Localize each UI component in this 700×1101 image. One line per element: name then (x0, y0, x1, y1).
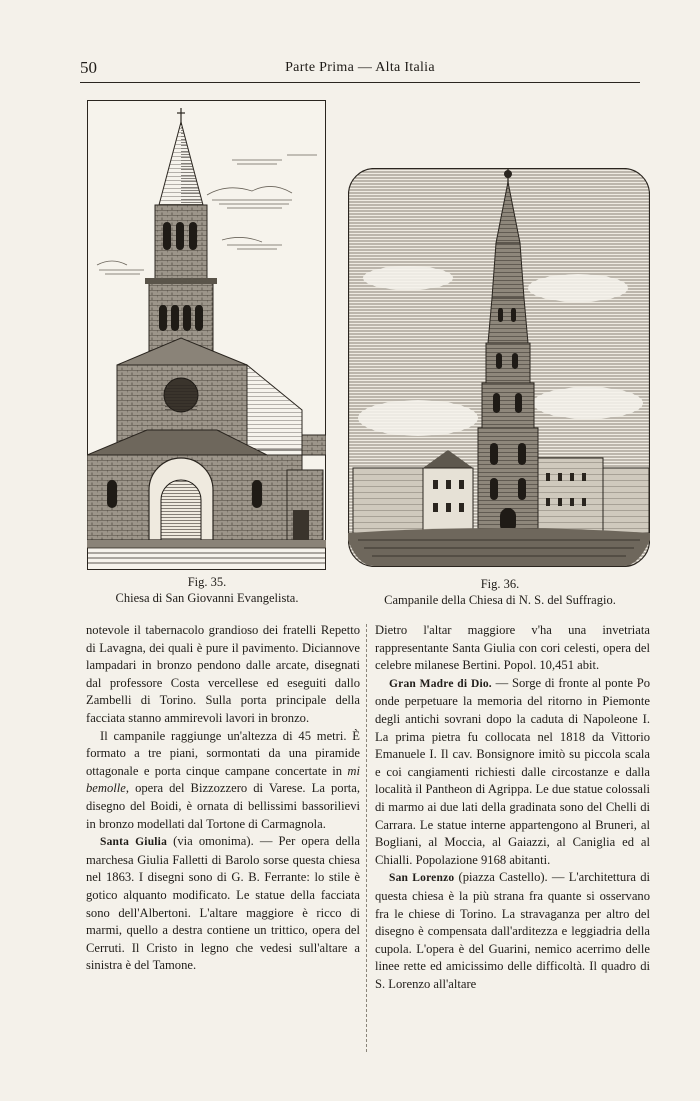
right-paragraph-1: Dietro l'altar maggiore v'ha una invetriata rappresentante Santa Giulia con cori celesti, opera del celebre milanese Bertini. Popol. 10,451 abit. (375, 623, 650, 673)
column-divider (366, 624, 368, 1052)
entry-heading-san-lorenzo: San Lorenzo (389, 872, 455, 885)
entry-heading-santa-giulia: Santa Giulia (100, 836, 168, 849)
figure-36-bell-tower-engraving (348, 168, 650, 567)
figure-35-caption (60, 574, 354, 606)
figure-36-label: Fig. 36. (480, 577, 520, 591)
bell-tower-engraving-icon (348, 168, 650, 567)
left-paragraph-2: Il campanile raggiunge un'altezza di 45 metri. È formato a tre piani, sormontati da una piramide ottagonale e porta cinque campane concertate in mi bemolle, opera del Bizzozzero di Varese. La porta, disegno del Boidi, è ornata di bellissimi bassorilievi in bronzo modellati dal Tortone di Carmagnola. (86, 728, 360, 831)
church-engraving-icon (87, 100, 326, 570)
left-paragraph-1: notevole il tabernacolo grandioso dei fratelli Repetto di Lavagna, dei quali è pure il pavimento. Diciannove lampadari in bronzo pendono dalle arcate, disegnati dal professore Costa vercellese ed eseguiti dallo Zambelli di Torino. Sulla porta principale della facciata stanno ammirevoli lavori in bronzo. (86, 623, 360, 725)
running-title: Parte Prima — Alta Italia (285, 60, 435, 75)
figure-35-label: Fig. 35. (187, 575, 227, 589)
running-header (80, 56, 640, 83)
musical-key: mi bemolle (86, 763, 360, 796)
figure-36-caption (350, 576, 650, 608)
page-number: 50 (80, 58, 97, 77)
right-paragraph-3: San Lorenzo (piazza Castello). — L'architettura di questa chiesa è la più strana fra quante si osservano fra le chiese di Torino. La stravaganza per altro del disegno è compensata dall'arditezza e leggiadria della cupola. L'opera è del Guarini, nemico acerrimo delle linee rette ed amicissimo delle difficoltà. Il quadro di S. Lorenzo all'altare (375, 870, 650, 991)
left-column (86, 622, 360, 975)
figure-36-title: Campanile della Chiesa di N. S. del Suffragio. (384, 593, 616, 607)
right-paragraph-2: Gran Madre di Dio. — Sorge di fronte al ponte Po onde perpetuare la memoria del ritorno in Piemonte degli antichi sovrani dopo la caduta di Napoleone I. La prima pietra fu collocata nel 1818 da Vittorio Emanuele I. Il cav. Bonsignore imitò su piccola scala e coi cangiamenti richiesti dalle circostanze e dalla località il Pantheon di Agrippa. Le due statue colossali di marmo ai due lati della gradinata sono del Chelli di Carrara. Le statue interne appartengono al Bruneri, al Bogliani, al Moccia, al Gaiazzi, al Caniglia ed al Chialli. Popolazione 9168 abitanti. (375, 675, 650, 867)
left-paragraph-3: Santa Giulia (via omonima). — Per opera della marchesa Giulia Falletti di Barolo sorse questa chiesa nel 1863. I disegni sono di G. B. Ferrante: lo stile è gotico alquanto modificato. Le statue della facciata sono dell'Albertoni. L'altare maggiore è ricco di marmi, quello a destra contiene un trittico, opera del Cerruti. Il Cristo in legno che vedesi sull'altare a sinistra è del Tamone. (86, 834, 360, 973)
figure-35-title: Chiesa di San Giovanni Evangelista. (115, 591, 299, 605)
figure-35-church-engraving (87, 100, 326, 570)
right-column (375, 622, 650, 993)
entry-heading-gran-madre: Gran Madre di Dio. (389, 677, 492, 690)
